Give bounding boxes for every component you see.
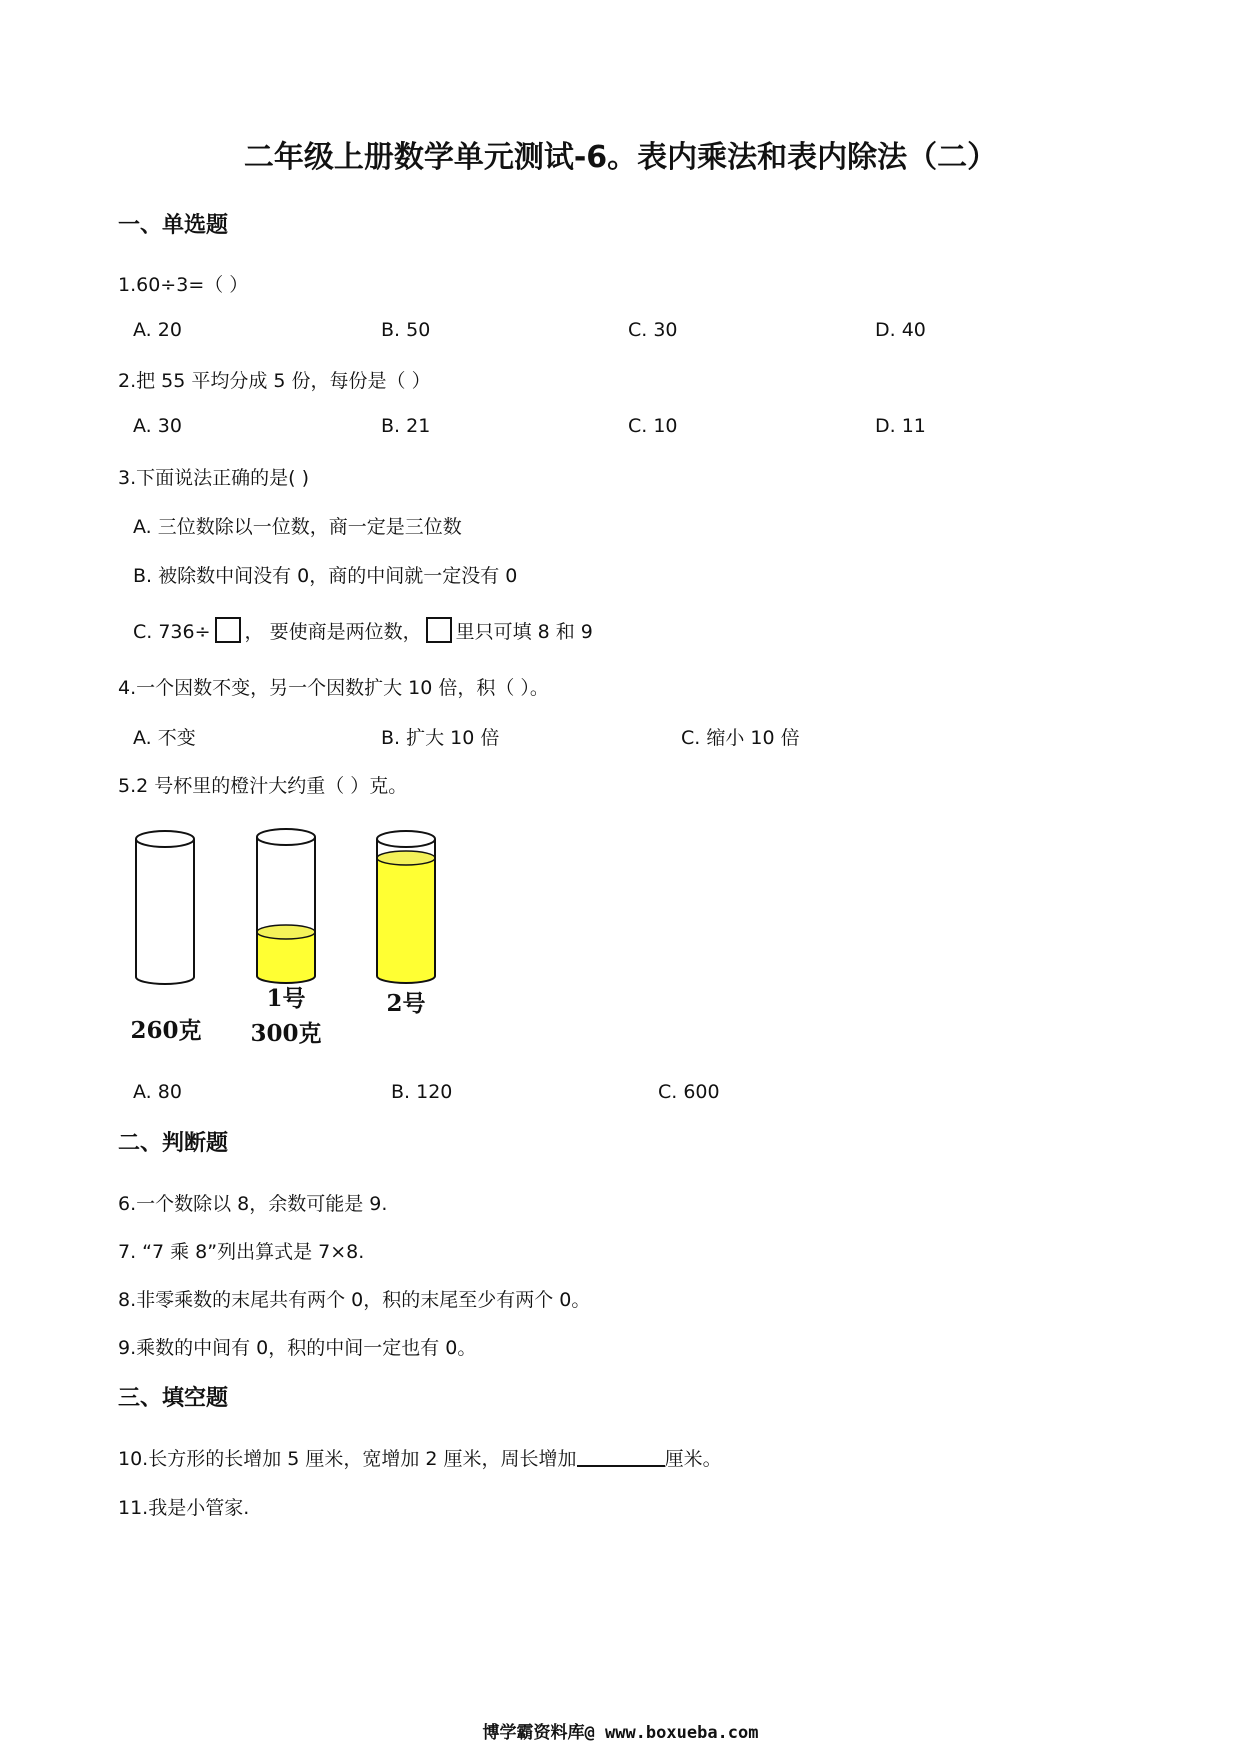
question-8: 8.非零乘数的末尾共有两个 0，积的末尾至少有两个 0。: [118, 1289, 591, 1311]
answer-box: [215, 617, 241, 643]
question-10: [118, 1444, 722, 1471]
q3-option-c-suffix: 里只可填 8 和 9: [455, 621, 593, 643]
q2-option-c: C. 10: [628, 415, 678, 437]
q4-option-b: B. 扩大 10 倍: [381, 727, 500, 749]
question-1: 1.60÷3=（ ）: [118, 274, 249, 296]
cup-2: [377, 831, 435, 983]
question-6: 6.一个数除以 8，余数可能是 9.: [118, 1193, 388, 1215]
cup-empty: [136, 831, 194, 984]
answer-blank: [577, 1447, 665, 1467]
q4-option-c: C. 缩小 10 倍: [681, 727, 800, 749]
question-9: 9.乘数的中间有 0，积的中间一定也有 0。: [118, 1337, 477, 1359]
q3-option-c: [133, 617, 593, 644]
q3-option-a: A. 三位数除以一位数，商一定是三位数: [133, 516, 462, 538]
question-10-prefix: 10.长方形的长增加 5 厘米，宽增加 2 厘米，周长增加: [118, 1448, 577, 1470]
q5-option-a: A. 80: [133, 1081, 182, 1103]
q5-option-b: B. 120: [391, 1081, 453, 1103]
q2-option-d: D. 11: [875, 415, 926, 437]
question-4: 4.一个因数不变，另一个因数扩大 10 倍，积（ ）。: [118, 677, 549, 699]
question-10-suffix: 厘米。: [664, 1448, 722, 1470]
q1-option-b: B. 50: [381, 319, 431, 341]
q3-option-b: B. 被除数中间没有 0，商的中间就一定没有 0: [133, 565, 518, 587]
q2-option-b: B. 21: [381, 415, 431, 437]
cup-1-name: 1号: [266, 985, 306, 1012]
cup-1: [257, 829, 315, 983]
section-heading-true-false: 二、判断题: [118, 1131, 229, 1156]
question-2: 2.把 55 平均分成 5 份，每份是（ ）: [118, 370, 431, 392]
question-3: 3.下面说法正确的是( ): [118, 467, 309, 489]
cup-1-weight: 300克: [250, 1020, 322, 1047]
q2-option-a: A. 30: [133, 415, 182, 437]
q3-option-c-middle: ， 要使商是两位数，: [244, 621, 422, 643]
cup-empty-weight: 260克: [130, 1017, 202, 1044]
section-heading-fill-in: 三、填空题: [118, 1386, 229, 1411]
q5-option-c: C. 600: [658, 1081, 720, 1103]
question-7: 7. “7 乘 8”列出算式是 7×8.: [118, 1241, 365, 1263]
q3-option-c-prefix: C. 736÷: [133, 621, 211, 643]
q1-option-d: D. 40: [875, 319, 926, 341]
cups-illustration: [120, 825, 460, 1005]
q4-option-a: A. 不变: [133, 727, 196, 749]
section-heading-single-choice: 一、单选题: [118, 213, 229, 238]
q1-option-a: A. 20: [133, 319, 182, 341]
page-title: 二年级上册数学单元测试-6。表内乘法和表内除法（二）: [243, 140, 998, 175]
footer-watermark: 博学霸资料库@ www.boxueba.com: [482, 1723, 759, 1743]
answer-box: [426, 617, 452, 643]
cup-2-name: 2号: [386, 990, 426, 1017]
q1-option-c: C. 30: [628, 319, 678, 341]
question-5: 5.2 号杯里的橙汁大约重（ ）克。: [118, 775, 408, 797]
question-11: 11.我是小管家.: [118, 1497, 250, 1519]
